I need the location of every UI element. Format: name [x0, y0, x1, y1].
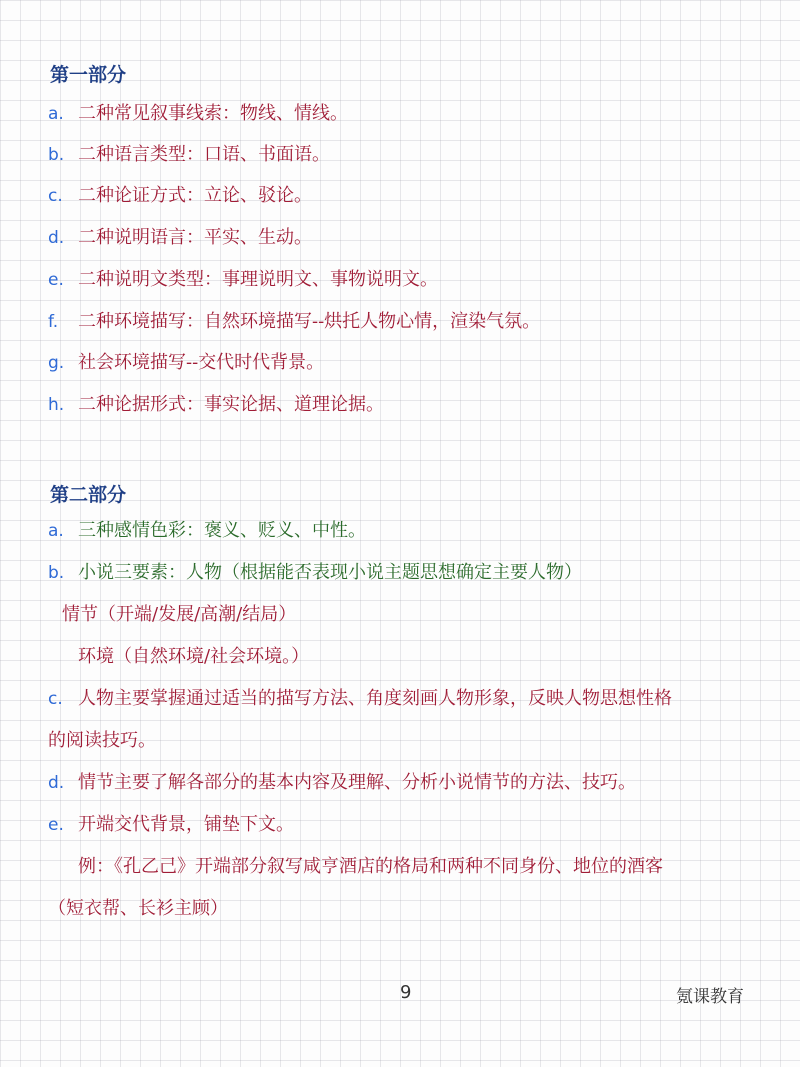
item-text: 小说三要素：人物（根据能否表现小说主题思想确定主要人物） [78, 562, 582, 583]
item-text: 二种环境描写：自然环境描写--烘托人物心情，渲染气氛。 [78, 311, 541, 332]
section-title-part1: 第一部分 [50, 64, 127, 86]
list-item [48, 184, 312, 208]
item-text: 社会环境描写--交代时代背景。 [78, 352, 325, 373]
item-text: 情节主要了解各部分的基本内容及理解、分析小说情节的方法、技巧。 [78, 772, 636, 793]
list-item-continuation: 环境（自然环境/社会环境。） [78, 646, 310, 667]
brand-label: 氪课教育 [676, 987, 744, 1007]
item-text: 二种语言类型：口语、书面语。 [78, 144, 330, 165]
item-marker: e. [48, 270, 64, 290]
list-item [48, 687, 672, 711]
item-text: 开端交代背景，铺垫下文。 [78, 814, 294, 835]
item-text: 二种论据形式：事实论据、道理论据。 [78, 394, 384, 415]
section-title-part2: 第二部分 [50, 484, 127, 506]
list-item-continuation: （短衣帮、长衫主顾） [48, 898, 228, 919]
item-marker: e. [48, 815, 64, 835]
list-item [48, 310, 540, 334]
page-number: 9 [400, 982, 412, 1003]
item-marker: b. [48, 563, 65, 583]
list-item [48, 519, 366, 543]
item-marker: d. [48, 228, 65, 248]
item-marker: c. [48, 186, 63, 206]
item-marker: a. [48, 521, 64, 541]
item-marker: f. [48, 312, 59, 332]
item-text: 二种常见叙事线索：物线、情线。 [78, 103, 348, 124]
list-item [48, 813, 294, 837]
item-text: 二种说明语言：平实、生动。 [78, 227, 312, 248]
list-item [48, 351, 324, 375]
list-item [48, 143, 330, 167]
list-item-continuation: 的阅读技巧。 [48, 730, 156, 751]
item-marker: a. [48, 104, 64, 124]
item-text: 二种论证方式：立论、驳论。 [78, 185, 312, 206]
list-item-continuation: 例：《孔乙己》开端部分叙写咸亨酒店的格局和两种不同身份、地位的酒客 [78, 856, 663, 877]
item-marker: c. [48, 689, 63, 709]
item-text: 三种感情色彩：褒义、贬义、中性。 [78, 520, 366, 541]
item-marker: h. [48, 395, 65, 415]
list-item [48, 268, 438, 292]
item-text: 人物主要掌握通过适当的描写方法、角度刻画人物形象，反映人物思想性格 [78, 688, 672, 709]
list-item [48, 226, 312, 250]
item-text: 二种说明文类型：事理说明文、事物说明文。 [78, 269, 438, 290]
item-marker: g. [48, 353, 65, 373]
list-item [48, 771, 636, 795]
item-marker: b. [48, 145, 65, 165]
item-marker: d. [48, 773, 65, 793]
list-item-continuation: 情节（开端/发展/高潮/结局） [62, 604, 297, 625]
list-item [48, 102, 348, 126]
list-item [48, 393, 384, 417]
list-item [48, 561, 582, 585]
